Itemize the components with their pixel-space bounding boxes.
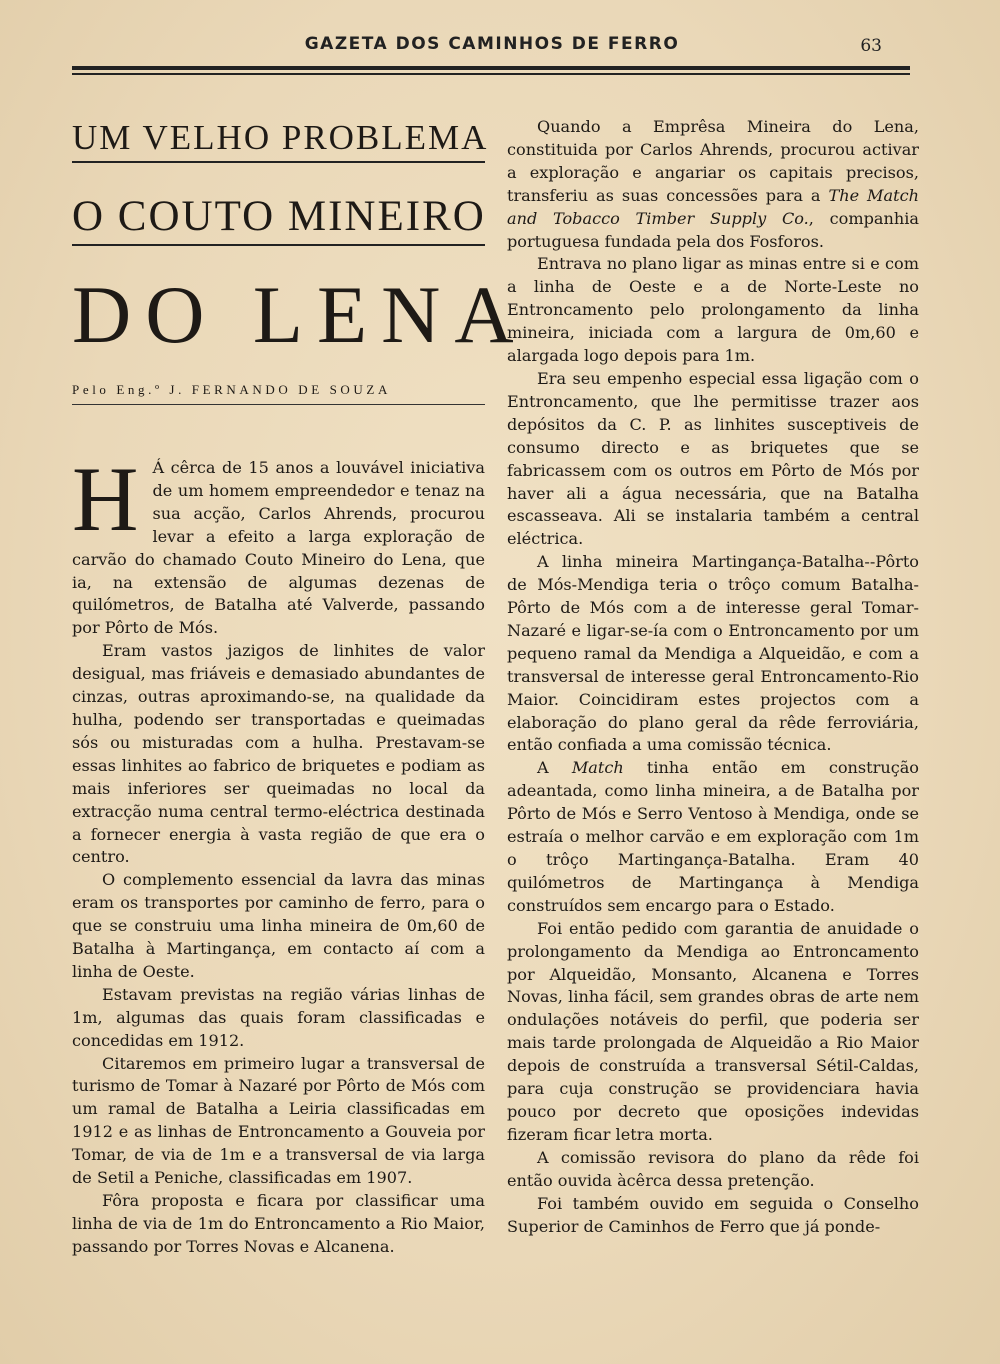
paragraph-text: Á cêrca de 15 anos a louvável iniciativa de um homem empreendedor e tenaz na sua acção, Carlos Ahrends, procurou levar a efeito a larga exploração de carvão do chamado Couto Mineiro do Lena, que ia, na extensão de algumas dezenas de quilómetros, de Batalha até Valverde, passando por Pôrto de Mós. [72, 458, 485, 638]
right-column [507, 116, 919, 1238]
article-paragraph: Eram vastos jazigos de linhites de valor desigual, mas friáveis e demasiado abundantes de cinzas, outras aproximando-se, na qualidade da hulha, podendo ser transportadas e queimadas sós ou misturadas com a hulha. Prestavam-se essas linhites ao fabrico de briquetes e podiam as mais inferiores ser queimadas no local da extracção numa central termo-eléctrica destinada a fornecer energia à vasta região de que era o centro. [72, 641, 485, 867]
article-paragraph: Entrava no plano ligar as minas entre si e com a linha de Oeste e a de Norte-Leste no Entroncamento pelo prolongamento da linha mineira, iniciada com a largura de 0m,60 e alargada logo depois para 1m. [507, 254, 919, 366]
byline-rule [72, 404, 485, 405]
company-name-short: Match [571, 758, 624, 778]
page-number: 63 [860, 36, 882, 56]
article-paragraph [72, 448, 485, 640]
paragraph-text: A [537, 758, 572, 778]
header-rule-thin [72, 73, 910, 75]
paragraph-text: , companhia portuguesa fundada pela dos Fosforos. [507, 208, 919, 251]
left-column [72, 96, 528, 1259]
headline-3: DO LENA [72, 269, 528, 360]
left-article-text [72, 448, 485, 1259]
article-paragraph: A linha mineira Martingança-Batalha--Pôrto de Mós-Mendiga teria o trôço comum Batalha-Pôrto de Mós com a de interesse geral Tomar-Nazaré e ligar-se-ía com o Entroncamento por um pequeno ramal da Mendiga a Alqueidão, e com a transversal de interesse geral Entroncamento-Rio Maior. Coincidiram estes projectos com a elaboração do plano geral da rêde ferroviária, então confiada a uma comissão técnica. [507, 552, 919, 755]
article-paragraph: A comissão revisora do plano da rêde foi então ouvida àcêrca dessa pretenção. [507, 1147, 919, 1190]
headline-1-rule [72, 161, 485, 163]
company-name: The Match and Tobacco Timber Supply Co. [507, 185, 919, 228]
article-paragraph: O complemento essencial da lavra das minas eram os transportes por caminho de ferro, para o que se construiu uma linha mineira de 0m,60 de Batalha à Martingança, em contacto aí com a linha de Oeste. [72, 870, 485, 981]
headline-2-rule [72, 244, 485, 246]
article-paragraph: Citaremos em primeiro lugar a transversal de turismo de Tomar à Nazaré por Pôrto de Mós com um ramal de Batalha a Leiria classificadas em 1912 e as linhas de Entroncamento a Gouveia por Tomar, de via de 1m e a transversal de via larga de Setil a Peniche, classificadas em 1907. [72, 1053, 485, 1188]
article-paragraph: Estavam previstas na região várias linhas de 1m, algumas das quais foram classificadas e concedidas em 1912. [72, 984, 485, 1050]
article-paragraph: Foi então pedido com garantia de anuidade o prolongamento da Mendiga ao Entroncamento por Alqueidão, Monsanto, Alcanena e Torres Novas, linha fácil, sem grandes obras de arte nem ondulações notáveis do perfil, que poderia ser mais tarde prolongada de Alqueidão a Rio Maior depois de construída a transversal Sétil-Caldas, para cuja construção se providenciara havia pouco por decreto que oposições indevidas fizeram ficar letra morta. [507, 918, 919, 1144]
article-paragraph: Foi também ouvido em seguida o Conselho Superior de Caminhos de Ferro que já ponde- [507, 1193, 919, 1236]
byline: Pelo Eng.º J. FERNANDO DE SOUZA [72, 382, 391, 397]
article-paragraph: Fôra proposta e ficara por classificar uma linha de via de 1m do Entroncamento a Rio Maior, passando por Torres Novas e Alcanena. [72, 1191, 485, 1256]
article-paragraph [507, 116, 919, 253]
publication-title: GAZETA DOS CAMINHOS DE FERRO [304, 34, 680, 54]
drop-cap: H [72, 448, 139, 550]
headline-1: UM VELHO PROBLEMA [72, 118, 489, 157]
paragraph-text: Quando a Emprêsa Mineira do Lena, constituida por Carlos Ahrends, procurou activar a exploração e angariar os capitais precisos, transferiu as suas concessões para a [507, 117, 919, 205]
article-paragraph [507, 757, 919, 917]
paragraph-text: tinha então em construção adeantada, como linha mineira, a de Batalha por Pôrto de Mós e Serro Ventoso à Mendiga, onde se estraía o melhor carvão e em exploração com 1m o trôço Martingança-Batalha. Eram 40 quilómetros de Martingança à Mendiga construídos sem encargo para o Estado. [507, 758, 919, 915]
header-rule [72, 66, 910, 70]
page-header [72, 34, 912, 60]
headline-2: O COUTO MINEIRO [72, 193, 486, 240]
right-article-text [507, 116, 919, 1238]
article-paragraph: Era seu empenho especial essa ligação com o Entroncamento, que lhe permitisse trazer aos depósitos da C. P. as linhites susceptiveis de consumo directo e as briquetes que se fabricassem com os outros em Pôrto de Mós por haver ali a água necessária, que na Batalha escasseava. Ali se instalaria também a central eléctrica. [507, 368, 919, 549]
